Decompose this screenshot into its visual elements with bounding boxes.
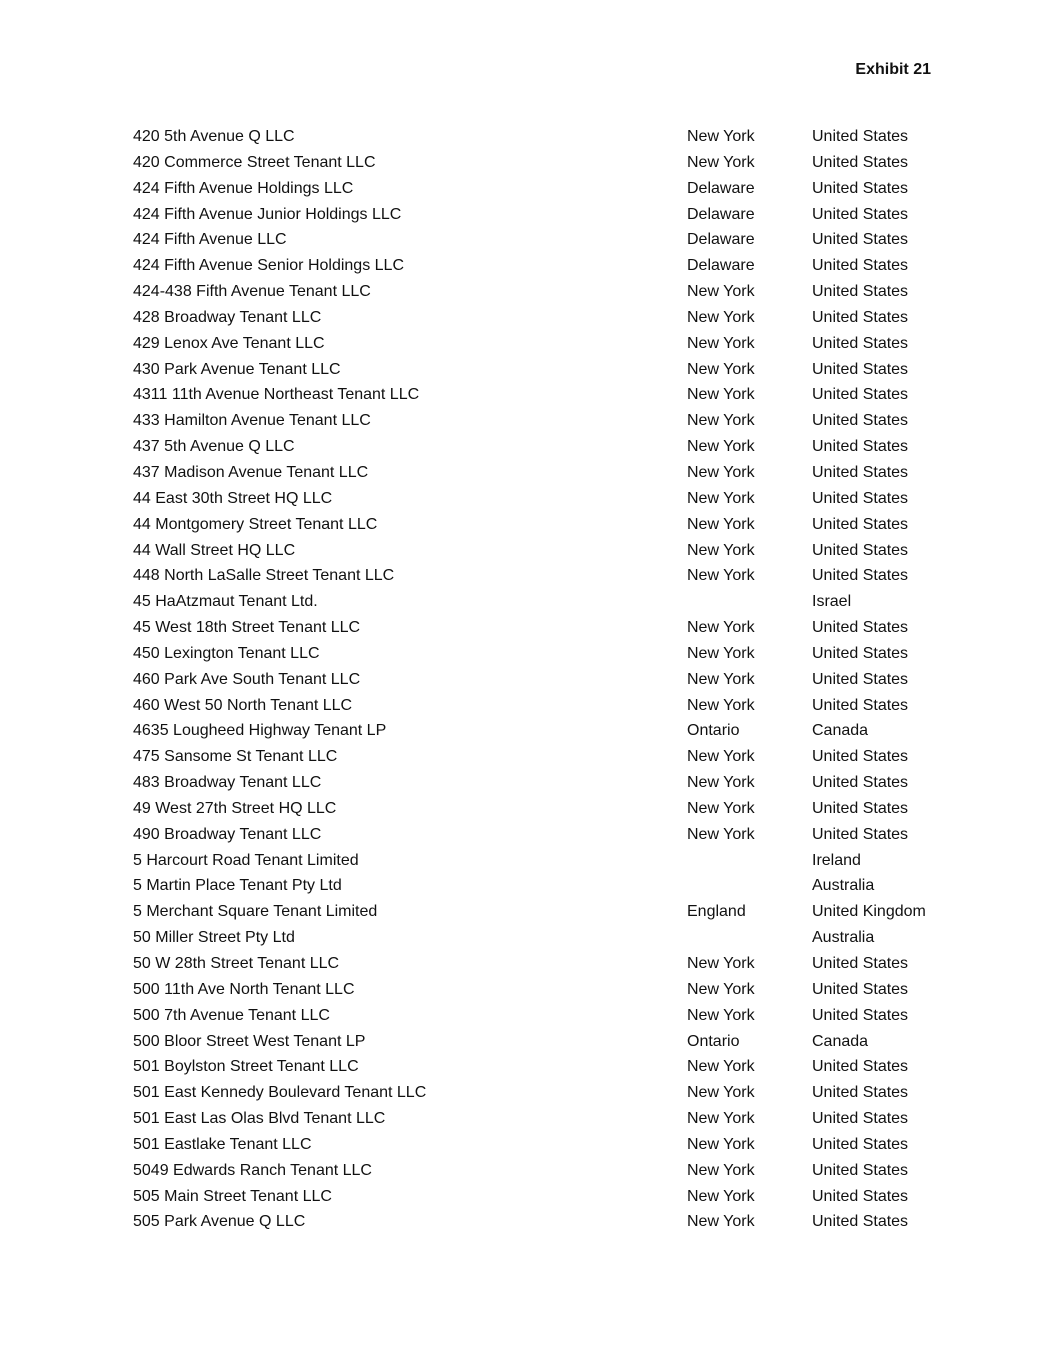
- table-row: [133, 434, 973, 460]
- jurisdiction-state: New York: [687, 515, 755, 533]
- jurisdiction-state: New York: [687, 360, 755, 378]
- jurisdiction-country: Canada: [812, 722, 869, 740]
- jurisdiction-country: United States: [812, 1135, 909, 1153]
- jurisdiction-country: United States: [812, 463, 909, 481]
- jurisdiction-state: New York: [687, 1213, 755, 1231]
- jurisdiction-country: United States: [812, 541, 909, 559]
- jurisdiction-state: New York: [687, 438, 755, 456]
- table-row: [133, 693, 973, 719]
- jurisdiction-state: Ontario: [687, 1032, 740, 1050]
- subsidiaries-table: [133, 124, 973, 1235]
- jurisdiction-country: United States: [812, 955, 909, 972]
- entity-name: 437 Madison Avenue Tenant LLC: [133, 463, 369, 481]
- entity-name: 428 Broadway Tenant LLC: [133, 308, 322, 326]
- entity-name: 44 East 30th Street HQ LLC: [133, 489, 333, 507]
- table-row: [133, 563, 973, 589]
- table-row: [133, 770, 973, 796]
- entity-name: 50 W 28th Street Tenant LLC: [133, 955, 340, 972]
- entity-name: 44 Montgomery Street Tenant LLC: [133, 515, 378, 533]
- jurisdiction-state: New York: [687, 644, 755, 662]
- jurisdiction-country: United States: [812, 1187, 909, 1205]
- entity-name: 501 East Las Olas Blvd Tenant LLC: [133, 1110, 386, 1128]
- jurisdiction-state: New York: [687, 748, 755, 766]
- jurisdiction-country: United States: [812, 386, 909, 404]
- table-row: [133, 718, 973, 744]
- entity-name: 437 5th Avenue Q LLC: [133, 438, 295, 456]
- table-row: [133, 796, 973, 822]
- entity-name: 460 West 50 North Tenant LLC: [133, 696, 353, 714]
- jurisdiction-state: New York: [687, 955, 755, 972]
- jurisdiction-state: New York: [687, 153, 755, 171]
- jurisdiction-country: United States: [812, 799, 909, 817]
- jurisdiction-state: New York: [687, 980, 755, 998]
- table-row: [133, 615, 973, 641]
- jurisdiction-country: Canada: [812, 1032, 869, 1050]
- table-row: [133, 382, 973, 408]
- jurisdiction-state: New York: [687, 308, 755, 326]
- jurisdiction-state: New York: [687, 128, 755, 145]
- jurisdiction-state: Delaware: [687, 231, 755, 249]
- table-row: [133, 150, 973, 176]
- entity-name: 4635 Lougheed Highway Tenant LP: [133, 722, 387, 740]
- entity-name: 448 North LaSalle Street Tenant LLC: [133, 567, 395, 585]
- table-row: [133, 667, 973, 693]
- table-row: [133, 848, 973, 874]
- jurisdiction-state: New York: [687, 696, 755, 714]
- jurisdiction-country: United States: [812, 825, 909, 843]
- jurisdiction-country: United States: [812, 1084, 909, 1102]
- table-row: [133, 822, 973, 848]
- jurisdiction-state: New York: [687, 567, 755, 585]
- table-row: [133, 124, 973, 150]
- entity-name: 430 Park Avenue Tenant LLC: [133, 360, 341, 378]
- jurisdiction-state: New York: [687, 541, 755, 559]
- jurisdiction-state: New York: [687, 670, 755, 688]
- table-row: [133, 1158, 973, 1184]
- jurisdiction-country: United States: [812, 567, 909, 585]
- jurisdiction-country: United States: [812, 1213, 909, 1231]
- entity-name: 450 Lexington Tenant LLC: [133, 644, 320, 662]
- table-row: [133, 589, 973, 615]
- jurisdiction-country: Israel: [812, 593, 852, 611]
- table-row: [133, 1132, 973, 1158]
- jurisdiction-country: United States: [812, 257, 909, 275]
- table-row: [133, 331, 973, 357]
- table-row: [133, 176, 973, 202]
- jurisdiction-country: United States: [812, 1161, 909, 1179]
- jurisdiction-country: United States: [812, 748, 909, 766]
- jurisdiction-state: Ontario: [687, 722, 740, 740]
- jurisdiction-country: United States: [812, 774, 909, 792]
- table-row: [133, 1054, 973, 1080]
- jurisdiction-country: Australia: [812, 877, 875, 895]
- entity-name: 501 Eastlake Tenant LLC: [133, 1135, 312, 1153]
- table-row: [133, 538, 973, 564]
- jurisdiction-state: New York: [687, 774, 755, 792]
- jurisdiction-state: New York: [687, 799, 755, 817]
- table-row: [133, 1080, 973, 1106]
- entity-name: 424 Fifth Avenue Holdings LLC: [133, 179, 354, 197]
- jurisdiction-country: Australia: [812, 929, 875, 947]
- jurisdiction-state: New York: [687, 1084, 755, 1102]
- table-row: [133, 305, 973, 331]
- jurisdiction-country: United States: [812, 696, 909, 714]
- entity-name: 490 Broadway Tenant LLC: [133, 825, 322, 843]
- jurisdiction-country: United Kingdom: [812, 903, 926, 921]
- jurisdiction-country: United States: [812, 360, 909, 378]
- table-row: [133, 873, 973, 899]
- jurisdiction-state: Delaware: [687, 257, 755, 275]
- jurisdiction-country: United States: [812, 283, 909, 301]
- jurisdiction-country: United States: [812, 412, 909, 430]
- entity-name: 50 Miller Street Pty Ltd: [133, 929, 295, 947]
- entity-name: 44 Wall Street HQ LLC: [133, 541, 296, 559]
- jurisdiction-country: United States: [812, 205, 909, 223]
- jurisdiction-country: United States: [812, 128, 909, 145]
- jurisdiction-state: New York: [687, 386, 755, 404]
- entity-name: 505 Main Street Tenant LLC: [133, 1187, 332, 1205]
- entity-name: 4311 11th Avenue Northeast Tenant LLC: [133, 386, 420, 404]
- table-row: [133, 925, 973, 951]
- entity-name: 500 7th Avenue Tenant LLC: [133, 1006, 330, 1024]
- jurisdiction-state: Delaware: [687, 179, 755, 197]
- jurisdiction-country: United States: [812, 1006, 909, 1024]
- entity-name: 501 Boylston Street Tenant LLC: [133, 1058, 359, 1076]
- table-row: [133, 202, 973, 228]
- jurisdiction-state: New York: [687, 825, 755, 843]
- jurisdiction-country: United States: [812, 489, 909, 507]
- entity-name: 475 Sansome St Tenant LLC: [133, 748, 338, 766]
- jurisdiction-state: New York: [687, 1058, 755, 1076]
- table-row: [133, 744, 973, 770]
- table-row: [133, 279, 973, 305]
- entity-name: 45 West 18th Street Tenant LLC: [133, 619, 361, 637]
- entity-name: 501 East Kennedy Boulevard Tenant LLC: [133, 1084, 427, 1102]
- entity-name: 49 West 27th Street HQ LLC: [133, 799, 337, 817]
- page-title: Exhibit 21: [855, 61, 931, 78]
- jurisdiction-country: United States: [812, 980, 909, 998]
- table-row: [133, 1029, 973, 1055]
- entity-name: 460 Park Ave South Tenant LLC: [133, 670, 361, 688]
- entity-name: 5 Harcourt Road Tenant Limited: [133, 851, 359, 869]
- jurisdiction-country: United States: [812, 179, 909, 197]
- table-row: [133, 408, 973, 434]
- table-row: [133, 977, 973, 1003]
- jurisdiction-country: United States: [812, 334, 909, 352]
- jurisdiction-state: New York: [687, 463, 755, 481]
- entity-name: 5 Martin Place Tenant Pty Ltd: [133, 877, 342, 895]
- table-row: [133, 227, 973, 253]
- jurisdiction-country: United States: [812, 153, 909, 171]
- jurisdiction-state: Delaware: [687, 205, 755, 223]
- jurisdiction-state: New York: [687, 1161, 755, 1179]
- entity-name: 420 Commerce Street Tenant LLC: [133, 153, 376, 171]
- jurisdiction-country: United States: [812, 619, 909, 637]
- jurisdiction-state: New York: [687, 619, 755, 637]
- table-row: [133, 1209, 973, 1235]
- entity-name: 433 Hamilton Avenue Tenant LLC: [133, 412, 371, 430]
- jurisdiction-country: United States: [812, 438, 909, 456]
- entity-name: 424 Fifth Avenue Junior Holdings LLC: [133, 205, 402, 223]
- jurisdiction-state: New York: [687, 412, 755, 430]
- jurisdiction-state: New York: [687, 489, 755, 507]
- entity-name: 5 Merchant Square Tenant Limited: [133, 903, 378, 921]
- jurisdiction-state: New York: [687, 283, 755, 301]
- jurisdiction-country: United States: [812, 231, 909, 249]
- jurisdiction-state: New York: [687, 1006, 755, 1024]
- entity-name: 420 5th Avenue Q LLC: [133, 128, 295, 145]
- table-row: [133, 486, 973, 512]
- table-row: [133, 951, 973, 977]
- table-row: [133, 641, 973, 667]
- table-row: [133, 899, 973, 925]
- table-row: [133, 512, 973, 538]
- jurisdiction-country: United States: [812, 515, 909, 533]
- jurisdiction-country: United States: [812, 670, 909, 688]
- entity-name: 424 Fifth Avenue LLC: [133, 231, 287, 249]
- table-row: [133, 1184, 973, 1210]
- jurisdiction-state: England: [687, 903, 746, 921]
- jurisdiction-state: New York: [687, 1110, 755, 1128]
- jurisdiction-country: United States: [812, 644, 909, 662]
- jurisdiction-country: United States: [812, 1058, 909, 1076]
- entity-name: 500 Bloor Street West Tenant LP: [133, 1032, 366, 1050]
- jurisdiction-country: United States: [812, 1110, 909, 1128]
- table-row: [133, 1106, 973, 1132]
- entity-name: 500 11th Ave North Tenant LLC: [133, 980, 355, 998]
- table-row: [133, 1003, 973, 1029]
- entity-name: 424-438 Fifth Avenue Tenant LLC: [133, 283, 371, 301]
- jurisdiction-country: Ireland: [812, 851, 861, 869]
- table-row: [133, 357, 973, 383]
- entity-name: 429 Lenox Ave Tenant LLC: [133, 334, 325, 352]
- jurisdiction-state: New York: [687, 334, 755, 352]
- entity-name: 505 Park Avenue Q LLC: [133, 1213, 306, 1231]
- entity-name: 45 HaAtzmaut Tenant Ltd.: [133, 593, 318, 611]
- jurisdiction-country: United States: [812, 308, 909, 326]
- entity-name: 5049 Edwards Ranch Tenant LLC: [133, 1161, 372, 1179]
- entity-name: 424 Fifth Avenue Senior Holdings LLC: [133, 257, 404, 275]
- table-row: [133, 253, 973, 279]
- jurisdiction-state: New York: [687, 1135, 755, 1153]
- table-row: [133, 460, 973, 486]
- entity-name: 483 Broadway Tenant LLC: [133, 774, 322, 792]
- jurisdiction-state: New York: [687, 1187, 755, 1205]
